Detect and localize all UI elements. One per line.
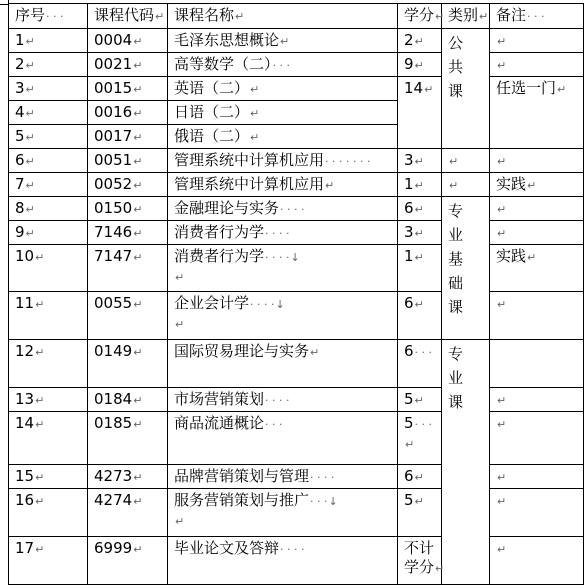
table-row: [9, 388, 584, 412]
credit-cell: 1↵: [398, 173, 442, 197]
code-cell: 0015↵: [88, 77, 168, 101]
code-cell: 7147↵: [88, 245, 168, 292]
code-cell: 7146↵: [88, 221, 168, 245]
seq-cell: 15↵: [9, 465, 88, 489]
course-name-cell: 市场营销策划· · · ·: [168, 388, 398, 412]
seq-cell: 2↵: [9, 53, 88, 77]
table-row: [9, 292, 584, 340]
remark-cell: ↵: [490, 388, 584, 412]
category-cell-professional-basic: 专 业 基 础 课: [442, 197, 490, 340]
remark-cell: ↵: [490, 53, 584, 77]
seq-cell: 1↵: [9, 29, 88, 53]
remark-cell: ↵: [490, 149, 584, 173]
code-cell: 0051↵: [88, 149, 168, 173]
course-name-cell: 英语（二）↵: [168, 77, 398, 101]
table-row: [9, 77, 584, 101]
seq-cell: 16↵: [9, 489, 88, 537]
table-row: [9, 489, 584, 537]
seq-cell: 8↵: [9, 197, 88, 221]
course-name-cell: 俄语（二）↵: [168, 125, 398, 149]
header-cell-seq: 序号· · ·: [9, 4, 88, 29]
table-row: [9, 245, 584, 292]
table-row: [9, 537, 584, 585]
credit-cell: 5↵: [398, 388, 442, 412]
remark-cell-elective: 任选一门↵: [490, 77, 584, 149]
course-name-cell: 毕业论文及答辩· · · ·: [168, 537, 398, 585]
seq-cell: 12↵: [9, 340, 88, 388]
course-name-cell: 品牌营销策划与管理· · · ·: [168, 465, 398, 489]
seq-cell: 4↵: [9, 101, 88, 125]
code-cell: 0004↵: [88, 29, 168, 53]
seq-cell: 13↵: [9, 388, 88, 412]
category-cell: ↵: [442, 149, 490, 173]
credit-cell: 3↵: [398, 149, 442, 173]
seq-cell: 17↵: [9, 537, 88, 585]
course-name-cell: 服务营销策划与推广· · ·↓ ↵: [168, 489, 398, 537]
course-name-cell: 消费者行为学· · · ·: [168, 221, 398, 245]
remark-cell: ↵: [490, 412, 584, 465]
credit-cell: 2↵: [398, 29, 442, 53]
code-cell: 0184↵: [88, 388, 168, 412]
course-name-cell: 国际贸易理论与实务↵: [168, 340, 398, 388]
table-row: [9, 221, 584, 245]
credit-cell: 1↵: [398, 245, 442, 292]
course-name-cell: 日语（二）↵: [168, 101, 398, 125]
category-cell: ↵: [490, 537, 584, 585]
category-cell: ↵: [442, 173, 490, 197]
category-cell-public: 公 共 课: [442, 29, 490, 149]
remark-cell: 实践↵: [490, 245, 584, 292]
table-row: [9, 29, 584, 53]
seq-cell: 14↵: [9, 412, 88, 465]
credit-cell: 6↵: [398, 292, 442, 340]
credit-cell: 9↵: [398, 53, 442, 77]
seq-cell: 6↵: [9, 149, 88, 173]
remark-cell: [490, 340, 584, 388]
header-cell-remark: 备注· · ·: [490, 4, 584, 29]
remark-cell: ↵: [490, 29, 584, 53]
credit-cell: 6· · ·: [398, 340, 442, 388]
table-row: [9, 412, 584, 465]
code-cell: 0052↵: [88, 173, 168, 197]
credit-cell-merged: 14↵: [398, 77, 442, 149]
remark-cell: ↵: [490, 221, 584, 245]
table-row: [9, 465, 584, 489]
course-name-cell: 高等数学（二）· · ·: [168, 53, 398, 77]
code-cell: 0017↵: [88, 125, 168, 149]
code-cell: 0016↵: [88, 101, 168, 125]
code-cell: 0185↵: [88, 412, 168, 465]
credit-cell: 5· · · ↵: [398, 412, 442, 465]
course-name-cell: 金融理论与实务· · · ·: [168, 197, 398, 221]
code-cell: 0021↵: [88, 53, 168, 77]
remark-cell: ↵: [490, 489, 584, 537]
remark-cell: ↵: [490, 292, 584, 340]
course-table: [8, 3, 584, 585]
code-cell: 0055↵: [88, 292, 168, 340]
credit-cell: 6↵: [398, 197, 442, 221]
credit-cell: 不计 学分↵: [398, 537, 442, 585]
code-cell: 4273↵: [88, 465, 168, 489]
remark-cell: ↵: [490, 465, 584, 489]
course-name-cell: 消费者行为学· · · ·↓ ↵: [168, 245, 398, 292]
header-cell-category: 类别↵: [442, 4, 490, 29]
category-cell-professional: 专 业 课: [442, 340, 490, 585]
table-row: [9, 53, 584, 77]
code-cell: 0149↵: [88, 340, 168, 388]
credit-cell: 5↵: [398, 489, 442, 537]
course-name-cell: 企业会计学· · · ·↓ ↵: [168, 292, 398, 340]
seq-cell: 11↵: [9, 292, 88, 340]
course-name-cell: 毛泽东思想概论↵: [168, 29, 398, 53]
table-row: [9, 149, 584, 173]
credit-cell: 3↵: [398, 221, 442, 245]
course-name-cell: 商品流通概论· · ·: [168, 412, 398, 465]
code-cell: 6999↵: [88, 537, 168, 585]
seq-cell: 10↵: [9, 245, 88, 292]
credit-cell: 6↵: [398, 465, 442, 489]
header-cell-name: 课程名称↵: [168, 4, 398, 29]
header-cell-code: 课程代码↵: [88, 4, 168, 29]
course-name-cell: 管理系统中计算机应用· · · · · · ·: [168, 149, 398, 173]
seq-cell: 7↵: [9, 173, 88, 197]
table-row: [9, 173, 584, 197]
code-cell: 4274↵: [88, 489, 168, 537]
code-cell: 0150↵: [88, 197, 168, 221]
seq-cell: 3↵: [9, 77, 88, 101]
course-name-cell: 管理系统中计算机应用↵: [168, 173, 398, 197]
table-row: [9, 197, 584, 221]
seq-cell: 5↵: [9, 125, 88, 149]
header-cell-credit: 学分↵: [398, 4, 442, 29]
table-row: [9, 340, 584, 388]
table-header-row: [9, 4, 584, 29]
seq-cell: 9↵: [9, 221, 88, 245]
remark-cell: 实践↵: [490, 173, 584, 197]
remark-cell: ↵: [490, 197, 584, 221]
